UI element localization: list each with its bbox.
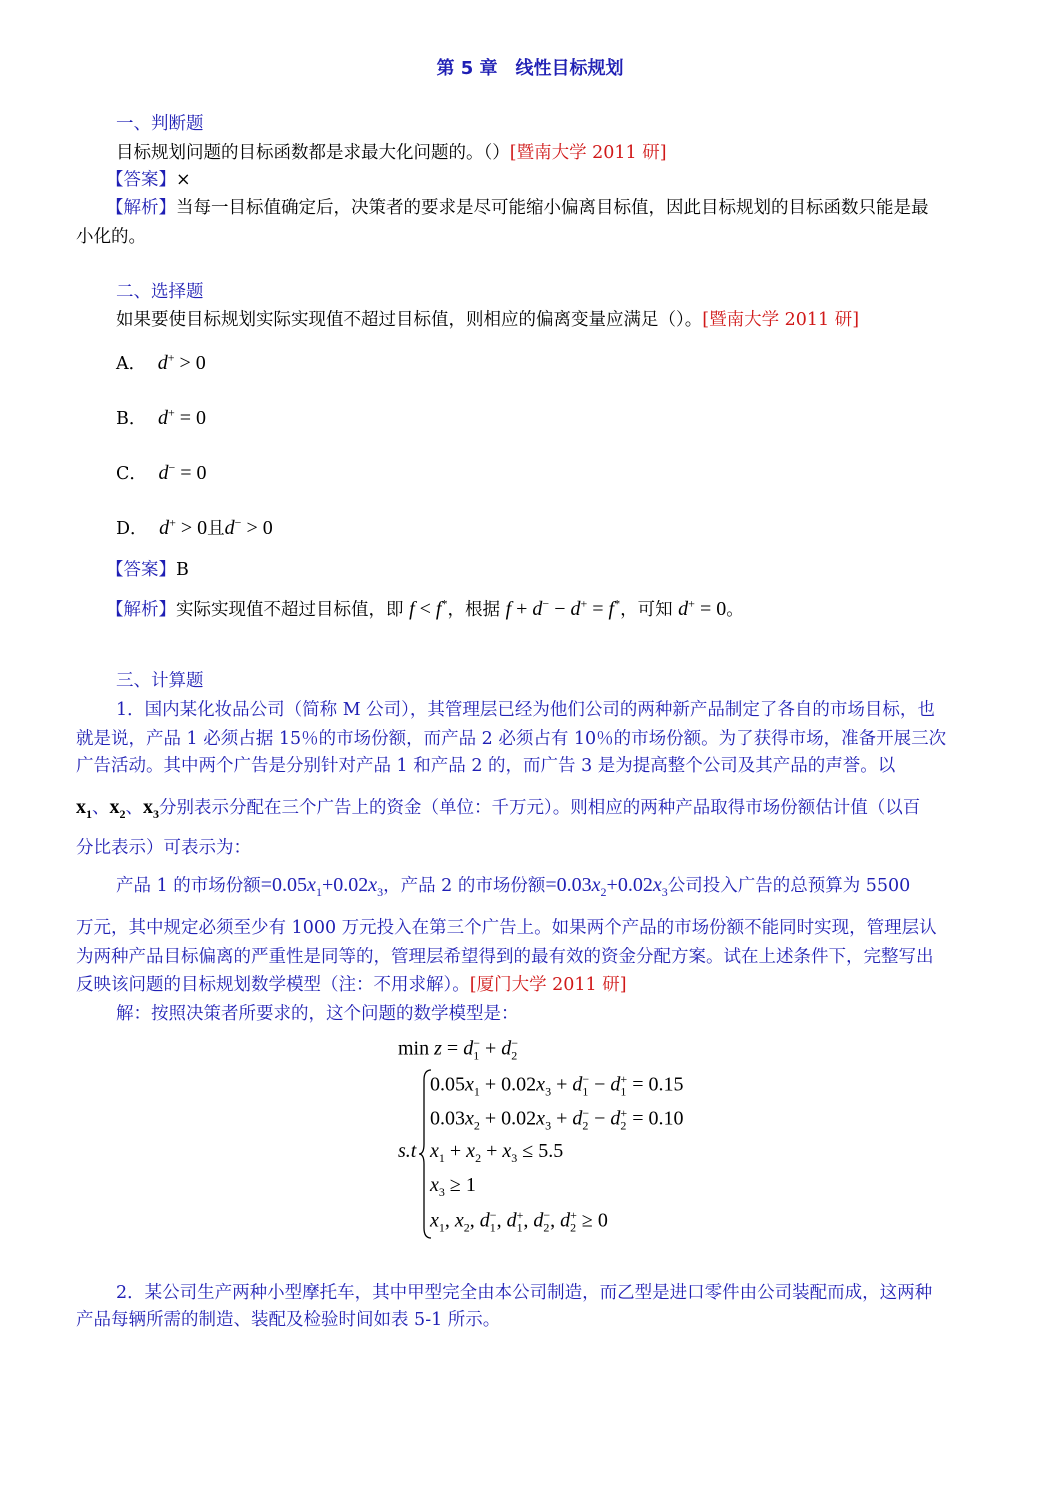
constraint-4: $x_3 \ge 1$ <box>430 1174 476 1199</box>
option-a-formula: d+ > 0 <box>157 350 206 374</box>
problem1-line2: 就是说，产品 1 必须占据 15％的市场份额，而产品 2 必须占有 10％的市场份额。为了获得市场，准备开展三次 <box>76 729 947 749</box>
problem1-line8-text: 反映该问题的目标规划数学模型（注：不用求解）。 <box>76 975 470 995</box>
problem1-line4-text: 分别表示分配在三个广告上的资金（单位：千万元）。则相应的两种产品取得市场份额估计值（以百 <box>159 798 921 818</box>
option-b-formula: d+ = 0 <box>157 405 207 429</box>
analysis-text-b: ，根据 <box>447 600 500 620</box>
question-judgment <box>116 139 667 164</box>
option-d-label: D． <box>116 519 148 539</box>
market-share-1-formula: $=0.05x_1+0.02x_3$ <box>260 874 384 899</box>
separator-1: 、 <box>92 798 110 818</box>
problem1-line6: 万元，其中规定必须至少有 1000 万元投入在第三个广告上。如果两个产品的市场份额不能同时实现，管理层认 <box>76 918 937 938</box>
section-heading-calc: 三、计算题 <box>116 671 204 691</box>
problem1-line1: 1．国内某化妆品公司（简称 M 公司），其管理层已经为他们公司的两种新产品制定了各自的市场目标，也 <box>116 700 935 720</box>
section-heading-judgment: 一、判断题 <box>116 114 204 134</box>
question-text: 如果要使目标规划实际实现值不超过目标值，则相应的偏离变量应满足（）。 <box>116 310 703 330</box>
answer-label: 【答案】 <box>106 170 176 190</box>
option-d-formula: d+ > 0且d− > 0 <box>159 515 273 539</box>
answer-choice <box>106 556 189 581</box>
budget-text: 公司投入广告的总预算为 5500 <box>667 876 911 896</box>
separator-2: 、 <box>125 798 143 818</box>
problem1-source: [厦门大学 2011 研] <box>469 975 627 995</box>
option-d <box>116 515 273 540</box>
market-share-2-formula: $=0.03x_2+0.02x_3$ <box>545 874 668 899</box>
option-b-label: B． <box>116 409 147 429</box>
analysis-label: 【解析】 <box>106 198 176 218</box>
page-title: 第 5 章 线性目标规划 <box>436 58 624 79</box>
analysis-formula-3: d+ = 0 <box>678 596 727 620</box>
question-source: [暨南大学 2011 研] <box>702 310 860 330</box>
problem1-line4 <box>76 794 920 822</box>
option-b <box>116 405 206 430</box>
analysis-text-a: 实际实现值不超过目标值，即 <box>176 600 404 620</box>
analysis-text-c: ，可知 <box>620 600 673 620</box>
answer-value: × <box>176 170 191 190</box>
option-c <box>116 460 207 485</box>
model-st-label: s.t <box>398 1140 417 1162</box>
answer-label: 【答案】 <box>106 560 176 580</box>
var-x1: $x_1$ <box>76 796 92 821</box>
section-heading-choice: 二、选择题 <box>116 282 204 302</box>
constraint-2: $0.03x_2 + 0.02x_3 + d_2^- - d_2^+ = 0.10$ <box>430 1106 684 1133</box>
market-share-line <box>116 872 910 900</box>
problem1-line8 <box>76 971 627 996</box>
problem1-line3: 广告活动。其中两个广告是分别针对产品 1 和产品 2 的，而广告 3 是为提高整个公司及其产品的声誉。以 <box>76 756 896 776</box>
analysis-formula-1: f < f* <box>409 596 448 620</box>
problem2-line1: 2．某公司生产两种小型摩托车，其中甲型完全由本公司制造，而乙型是进口零件由公司装配而成，这两种 <box>116 1283 933 1303</box>
answer-value: B <box>176 560 189 580</box>
problem2-line2: 产品每辆所需的制造、装配及检验时间如表 5-1 所示。 <box>76 1310 501 1330</box>
analysis-choice <box>106 596 744 621</box>
var-x3: $x_3$ <box>143 796 159 821</box>
problem1-line7: 为两种产品目标偏离的严重性是同等的，管理层希望得到的最有效的资金分配方案。试在上述条件下，完整写出 <box>76 947 934 967</box>
constraint-1: $0.05x_1 + 0.02x_3 + d_1^- - d_1^+ = 0.15$ <box>430 1072 684 1099</box>
analysis-label: 【解析】 <box>106 600 176 620</box>
question-source: [暨南大学 2011 研] <box>509 143 667 163</box>
question-choice <box>116 306 859 331</box>
answer-judgment <box>106 166 191 191</box>
analysis-formula-2: f + d− − d+ = f* <box>505 596 621 620</box>
solution-intro: 解：按照决策者所要求的，这个问题的数学模型是： <box>116 1004 519 1024</box>
constraint-3: $x_1 + x_2 + x_3 \le 5.5$ <box>430 1140 564 1165</box>
option-a-label: A． <box>116 354 147 374</box>
analysis-judgment <box>106 194 929 219</box>
option-c-label: C． <box>116 464 147 484</box>
market-share-2-label: ，产品 2 的市场份额 <box>383 876 546 896</box>
question-text: 目标规划问题的目标函数都是求最大化问题的。（） <box>116 143 510 163</box>
analysis-line1: 当每一目标值确定后，决策者的要求是尽可能缩小偏离目标值，因此目标规划的目标函数只能是最 <box>176 198 929 218</box>
problem1-line5: 分比表示）可表示为： <box>76 838 251 858</box>
market-share-1-label: 产品 1 的市场份额 <box>116 876 261 896</box>
option-a <box>116 350 206 375</box>
model-objective: $\min z = d_1^- + d_2^-$ <box>398 1036 519 1063</box>
constraint-5: $x_1$, $x_2$, $d_1^-$, $d_1^+$, $d_2^-$, $d_2^+ \ge 0$ <box>430 1208 608 1235</box>
analysis-line2: 小化的。 <box>76 227 146 247</box>
option-d-connector: 且 <box>207 519 225 539</box>
var-x2: $x_2$ <box>109 796 126 821</box>
option-c-formula: d− = 0 <box>158 460 207 484</box>
analysis-text-d: 。 <box>726 600 744 620</box>
